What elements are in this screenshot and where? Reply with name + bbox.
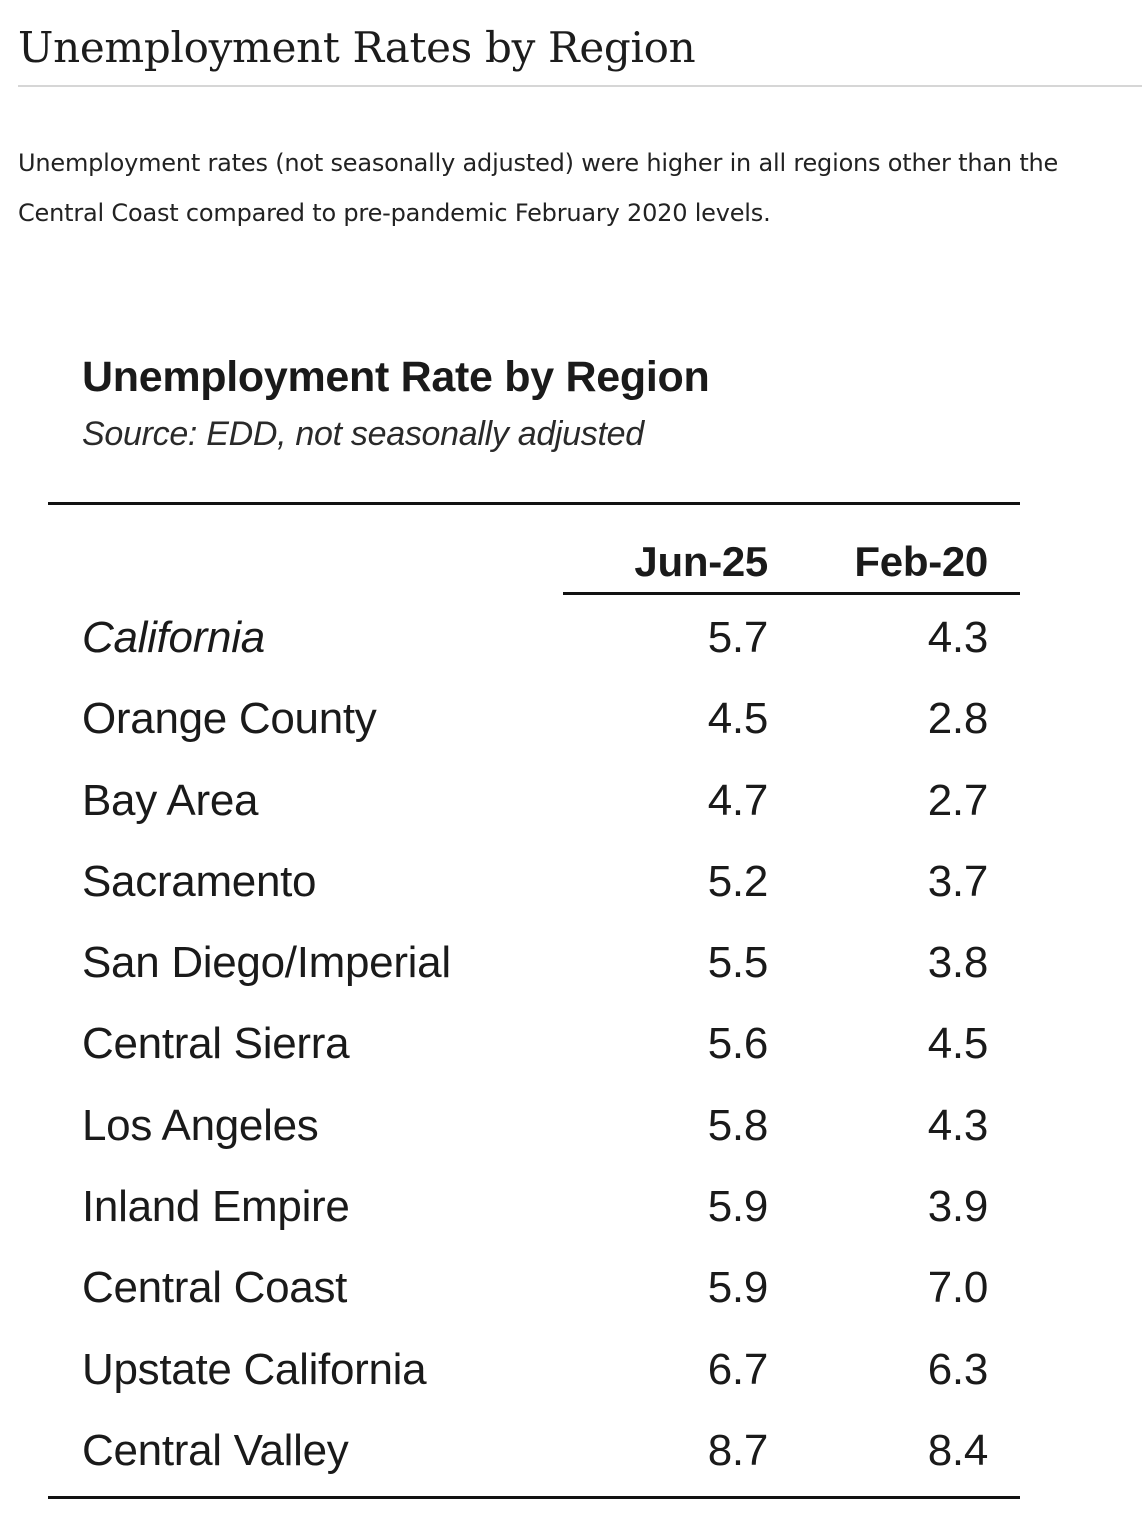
feb20-value-cell: 4.3 (927, 613, 988, 662)
table-source-note: Source: EDD, not seasonally adjusted (82, 415, 644, 453)
jun25-value-cell: 5.9 (707, 1263, 768, 1313)
jun25-value-cell: 5.2 (707, 856, 768, 906)
table-row (0, 1012, 1142, 1093)
table-title: Unemployment Rate by Region (82, 353, 710, 401)
feb20-value-cell: 4.5 (927, 1019, 988, 1069)
table-row (0, 687, 1142, 768)
table-bottom-rule (48, 1496, 1020, 1499)
region-name-cell: Inland Empire (82, 1182, 350, 1232)
header-underline-rule (563, 592, 1020, 595)
table-row (0, 1175, 1142, 1256)
column-header-jun25: Jun-25 (634, 538, 768, 585)
jun25-value-cell: 5.6 (707, 1019, 768, 1069)
jun25-value-cell: 5.7 (707, 613, 768, 662)
feb20-value-cell: 3.9 (927, 1182, 988, 1232)
region-name-cell: Sacramento (82, 856, 317, 906)
page-heading: Unemployment Rates by Region (18, 23, 696, 72)
table-row (0, 606, 1142, 687)
table-top-rule (48, 502, 1020, 505)
column-header-feb20: Feb-20 (854, 538, 988, 585)
region-name-cell: California (82, 613, 265, 662)
feb20-value-cell: 2.8 (927, 694, 988, 744)
feb20-value-cell: 8.4 (927, 1425, 988, 1475)
region-name-cell: Los Angeles (82, 1100, 319, 1150)
table-row (0, 1338, 1142, 1419)
heading-divider (18, 85, 1142, 87)
table-row (0, 1094, 1142, 1175)
feb20-value-cell: 4.3 (927, 1100, 988, 1150)
feb20-value-cell: 3.8 (927, 938, 988, 988)
feb20-value-cell: 7.0 (927, 1263, 988, 1313)
intro-paragraph: Unemployment rates (not seasonally adjusted) were higher in all regions other than the Central Coast compared to pre-pandemic February 2020 levels. (18, 149, 1059, 227)
table-row (0, 1419, 1142, 1500)
jun25-value-cell: 5.5 (707, 938, 768, 988)
region-name-cell: San Diego/Imperial (82, 938, 451, 988)
table-row (0, 769, 1142, 850)
region-name-cell: Orange County (82, 694, 377, 744)
region-name-cell: Upstate California (82, 1344, 427, 1394)
feb20-value-cell: 2.7 (927, 775, 988, 825)
jun25-value-cell: 5.9 (707, 1182, 768, 1232)
table-row (0, 850, 1142, 931)
feb20-value-cell: 3.7 (927, 856, 988, 906)
region-name-cell: Bay Area (82, 775, 259, 825)
table-body (0, 606, 1142, 1500)
region-name-cell: Central Sierra (82, 1019, 350, 1069)
jun25-value-cell: 8.7 (707, 1425, 768, 1475)
table-row (0, 931, 1142, 1012)
region-name-cell: Central Coast (82, 1263, 348, 1313)
region-name-cell: Central Valley (82, 1425, 349, 1475)
jun25-value-cell: 5.8 (707, 1100, 768, 1150)
jun25-value-cell: 4.7 (707, 775, 768, 825)
table-row (0, 1256, 1142, 1337)
feb20-value-cell: 6.3 (927, 1344, 988, 1394)
jun25-value-cell: 6.7 (707, 1344, 768, 1394)
jun25-value-cell: 4.5 (707, 694, 768, 744)
